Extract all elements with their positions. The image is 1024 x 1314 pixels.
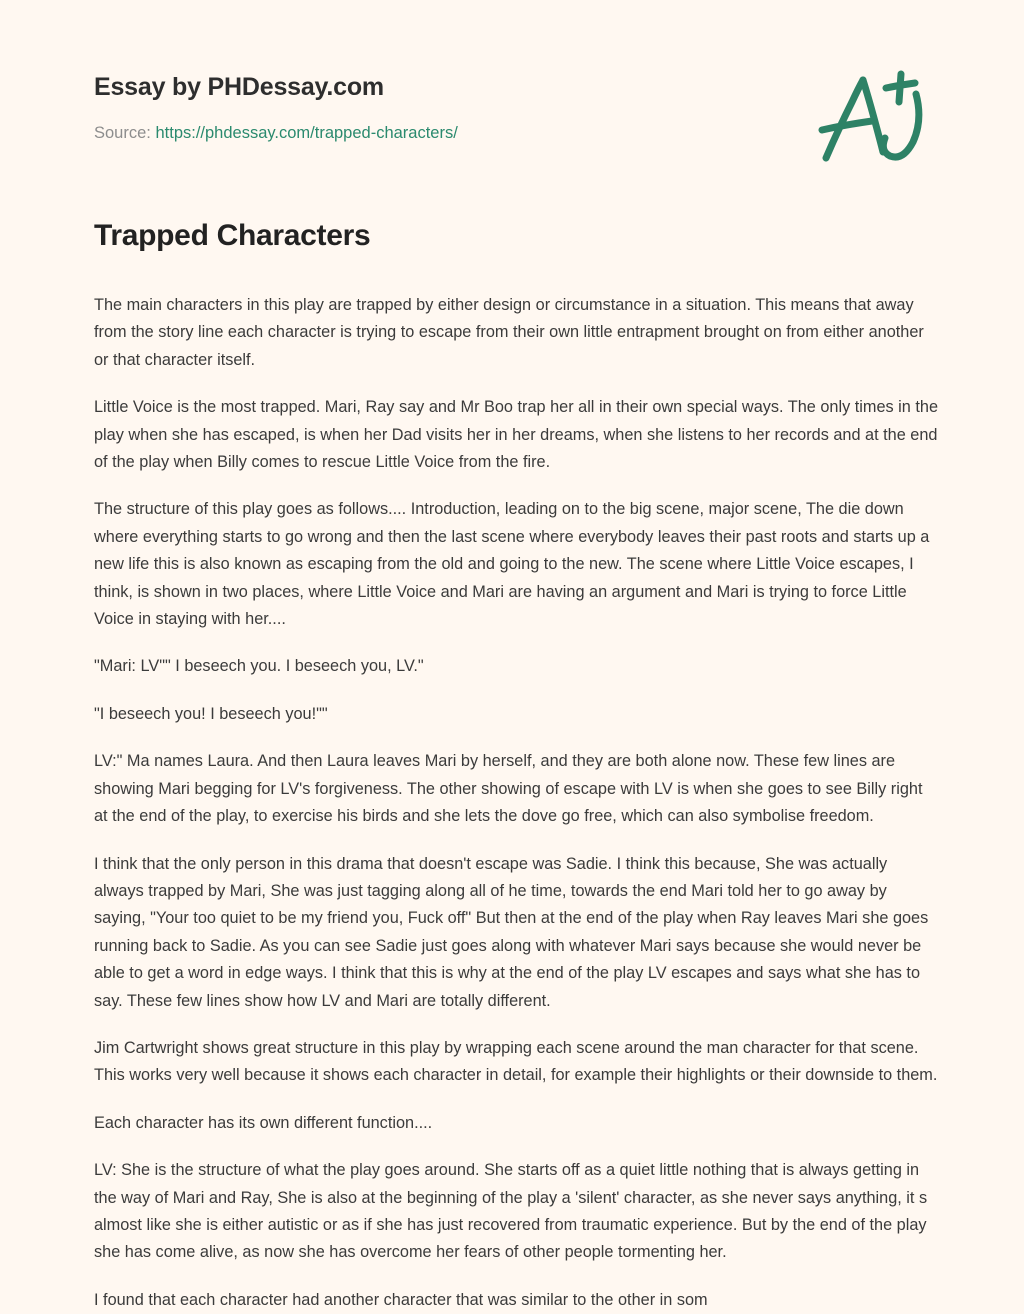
aplus-logo-svg [816, 68, 932, 166]
page-title: Essay by PHDessay.com [94, 73, 384, 101]
article-paragraph: LV: She is the structure of what the play goes around. She starts off as a quiet little nothing that is always getting in the way of Mari and Ray, She is also at the beginning of the play a 'silent' character, as she never says anything, it s almost like she is either autistic or as if she has just recovered from traumatic experience. But by the end of the play she has come alive, as now she has overcome her fears of other people tormenting her. [94, 1161, 928, 1262]
article-paragraph: Little Voice is the most trapped. Mari, Ray say and Mr Boo trap her all in their own special ways. The only times in the play when she has escaped, is when her Dad visits her in her dreams, when she listens to her records and at the end of the play when Billy comes to rescue Little Voice from the fire. [94, 398, 939, 472]
article-paragraph: I found that each character had another character that was similar to the other in som [94, 1290, 708, 1309]
article-paragraph: LV:" Ma names Laura. And then Laura leaves Mari by herself, and they are both alone now. These few lines are showing Mari begging for LV's forgiveness. The other showing of escape with LV is when she goes to see Billy right at the end of the play, to exercise his birds and she lets the dove go free, which can also symbolise freedom. [94, 752, 923, 826]
article-paragraph: Jim Cartwright shows great structure in this play by wrapping each scene around the man character for that scene. This works very well because it shows each character in detail, for example their highlights or their downside to them. [94, 1038, 938, 1085]
article-body [94, 292, 940, 1314]
source-line [94, 122, 930, 144]
article-paragraph: "I beseech you! I beseech you!"" [94, 704, 328, 723]
article-title: Trapped Characters [94, 219, 371, 252]
aplus-logo-icon [816, 68, 932, 166]
article-paragraph: "Mari: LV"" I beseech you. I beseech you, LV." [94, 657, 424, 676]
article-container [0, 180, 1024, 1314]
source-url-link[interactable]: https://phdessay.com/trapped-characters/ [155, 124, 458, 142]
document-header [0, 0, 1024, 180]
article-paragraph: The main characters in this play are trapped by either design or circumstance in a situation. This means that away from the story line each character is trying to escape from their own little entrapment brought on from either another or that character itself. [94, 296, 924, 369]
article-paragraph: I think that the only person in this drama that doesn't escape was Sadie. I think this because, She was actually always trapped by Mari, She was just tagging along all of he time, towards the end Mari told her to go away by saying, "Your too quiet to be my friend you, Fuck off" But then at the end of the play when Ray leaves Mari she goes running back to Sadie. As you can see Sadie just goes along with whatever Mari says because she would never be able to get a word in edge ways. I think that this is why at the end of the play LV escapes and says what she has to say. These few lines show how LV and Mari are totally different. [94, 854, 929, 1010]
article-paragraph: Each character has its own different function.... [94, 1113, 433, 1132]
article-paragraph: The structure of this play goes as follows.... Introduction, leading on to the big scene, major scene, The die down where everything starts to go wrong and then the last scene where everybody leaves their past roots and starts up a new life this is also known as escaping from the old and going to the new. The scene where Little Voice escapes, I think, is shown in two places, where Little Voice and Mari are having an argument and Mari is trying to force Little Voice in staying with her.... [94, 500, 930, 629]
source-label: Source: [94, 124, 151, 142]
